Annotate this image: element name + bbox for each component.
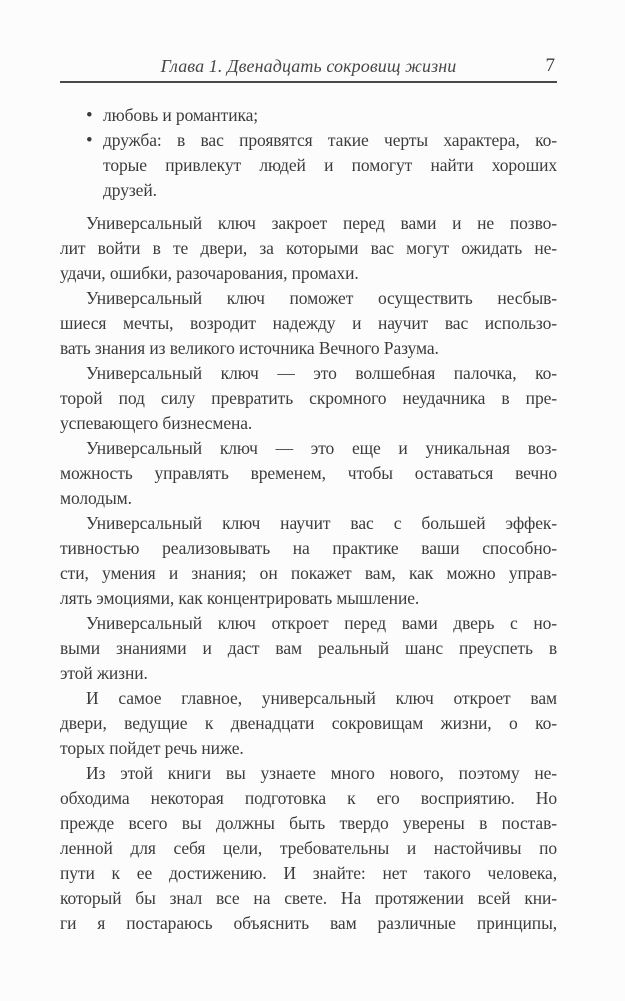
text-line: сти, умения и знания; он покажет вам, как можно управ- — [60, 563, 557, 583]
text-line: пути к ее достижению. И знайте: нет такого человека, — [60, 863, 557, 883]
page-content — [60, 0, 557, 936]
bullet-item — [60, 103, 557, 128]
bullet-item — [60, 128, 557, 203]
text-line: торых пойдет речь ниже. — [60, 738, 244, 758]
text-line: этой жизни. — [60, 663, 148, 683]
bullet-list — [60, 103, 557, 203]
paragraph — [60, 286, 557, 361]
paragraph — [60, 686, 557, 761]
text-line: Универсальный ключ поможет осуществить несбыв- — [86, 288, 557, 308]
paragraph — [60, 436, 557, 511]
paragraph-block — [60, 211, 557, 936]
text-line: любовь и романтика; — [103, 105, 259, 125]
text-line: успевающего бизнесмена. — [60, 413, 253, 433]
text-line: можность управлять временем, чтобы оставаться вечно — [60, 463, 557, 483]
bullet-marker-icon: • — [86, 105, 93, 126]
text-line: лять эмоциями, как концентрировать мышление. — [60, 588, 420, 608]
paragraph — [60, 611, 557, 686]
text-line: торые привлекут людей и помогут найти хороших — [103, 155, 557, 175]
text-line: который бы знал все на свете. На протяжении всей кни- — [60, 888, 557, 908]
text-line: Универсальный ключ закроет перед вами и не позво- — [86, 213, 557, 233]
text-line: Универсальный ключ — это еще и уникальная воз- — [86, 438, 557, 458]
text-line: Универсальный ключ — это волшебная палочка, ко- — [86, 363, 557, 383]
text-line: ги я постараюсь объяснить вам различные принципы, — [60, 913, 557, 933]
text-line: прежде всего вы должны быть твердо уверены в постав- — [60, 813, 557, 833]
text-line: выми знаниями и даст вам реальный шанс преуспеть в — [60, 638, 557, 658]
chapter-title: Глава 1. Двенадцать сокровищ жизни — [160, 56, 457, 76]
bullet-marker-icon: • — [86, 130, 93, 151]
page-number: 7 — [545, 55, 555, 76]
text-line: Из этой книги вы узнаете много нового, поэтому не- — [86, 763, 557, 783]
text-line: дружба: в вас проявятся такие черты характера, ко- — [103, 130, 557, 150]
text-line: вать знания из великого источника Вечного Разума. — [60, 338, 439, 358]
paragraph — [60, 361, 557, 436]
text-line: удачи, ошибки, разочарования, промахи. — [60, 263, 359, 283]
text-line: обходима некоторая подготовка к его восприятию. Но — [60, 788, 557, 808]
page-header — [60, 54, 557, 78]
text-line: Универсальный ключ научит вас с большей эффек- — [86, 513, 557, 533]
paragraph — [60, 211, 557, 286]
text-line: тивностью реализовывать на практике ваши способно- — [60, 538, 557, 558]
paragraph — [60, 761, 557, 936]
text-line: лит войти в те двери, за которыми вас могут ожидать не- — [60, 238, 557, 258]
text-line: друзей. — [103, 180, 157, 200]
text-line: молодым. — [60, 488, 132, 508]
paragraph — [60, 511, 557, 611]
text-line: И самое главное, универсальный ключ откроет вам — [86, 688, 557, 708]
text-line: двери, ведущие к двенадцати сокровищам жизни, о ко- — [60, 713, 557, 733]
text-line: торой под силу превратить скромного неудачника в пре- — [60, 388, 557, 408]
text-line: Универсальный ключ откроет перед вами дверь с но- — [86, 613, 557, 633]
text-line: ленной для себя цели, требовательны и настойчивы по — [60, 838, 557, 858]
text-line: шиеся мечты, возродит надежду и научит вас использо- — [60, 313, 557, 333]
header-rule — [60, 81, 557, 83]
